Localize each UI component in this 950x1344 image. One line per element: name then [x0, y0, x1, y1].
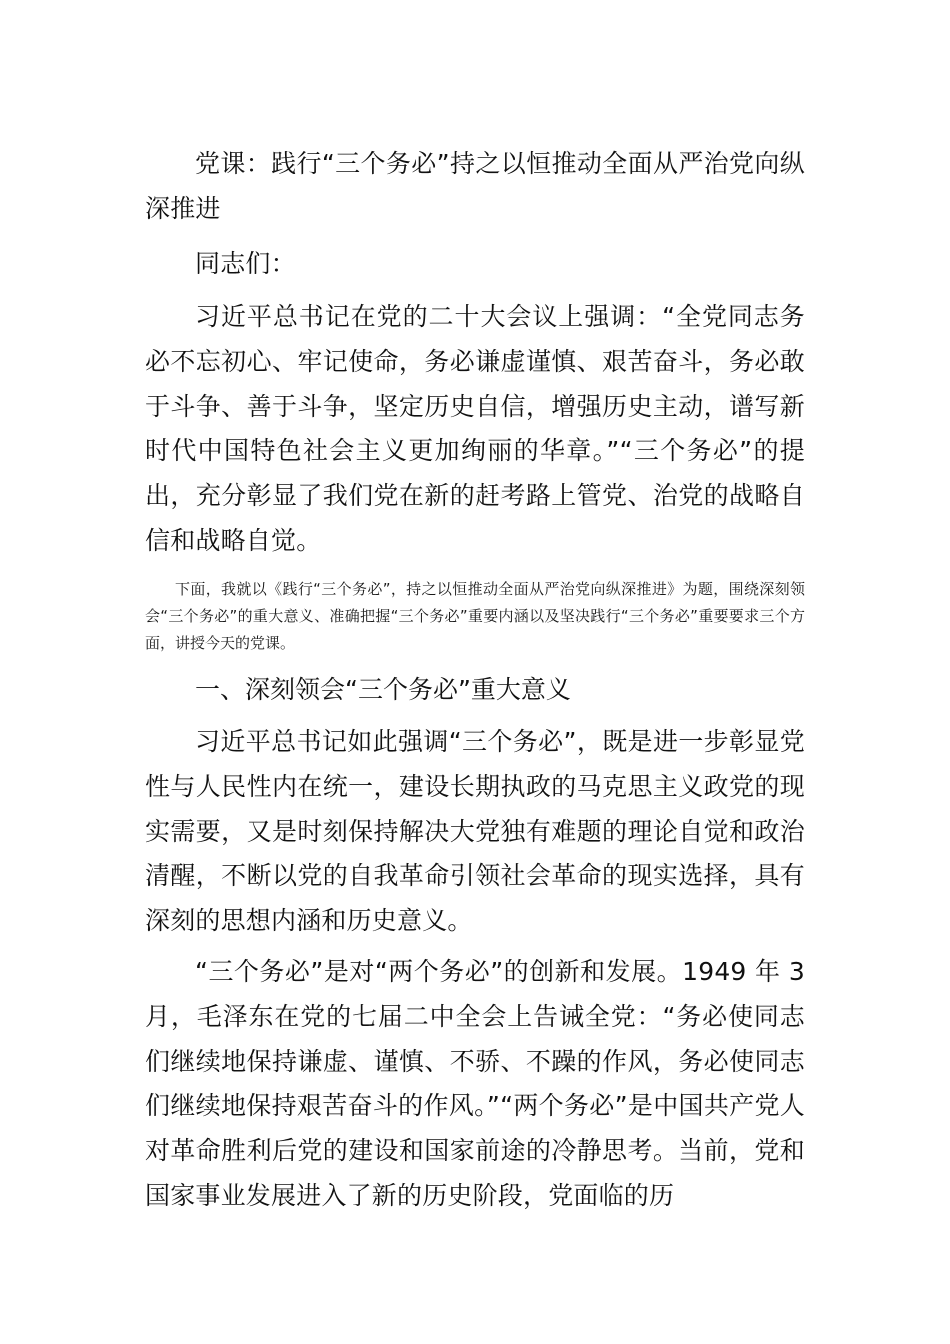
paragraph-1: 习近平总书记在党的二十大会议上强调：“全党同志务必不忘初心、牢记使命，务必谦虚谨慎、艰苦奋斗，务必敢于斗争、善于斗争，坚定历史自信，增强历史主动，谱写新时代中国特色社会主义更加绚丽的华章。”“三个务必”的提出，充分彰显了我们党在新的赶考路上管党、治党的战略自信和战略自觉。	[145, 302, 805, 555]
paragraph-3: 习近平总书记如此强调“三个务必”，既是进一步彰显党性与人民性内在统一，建设长期执政的马克思主义政党的现实需要，又是时刻保持解决大党独有难题的理论自觉和政治清醒，不断以党的自我革命引领社会革命的现实选择，具有深刻的思想内涵和历史意义。	[145, 727, 805, 936]
document-title: 党课：践行“三个务必”持之以恒推动全面从严治党向纵深推进	[145, 149, 805, 223]
salutation: 同志们：	[195, 249, 296, 278]
paragraph-4: “三个务必”是对“两个务必”的创新和发展。1949 年 3 月，毛泽东在党的七届二中全会上告诫全党：“务必使同志们继续地保持谦虚、谨慎、不骄、不躁的作风，务必使同志们继续地保持艰苦奋斗的作风。”“两个务必”是中国共产党人对革命胜利后党的建设和国家前途的冷静思考。当前，党和国家事业发展进入了新的历史阶段，党面临的历	[145, 957, 805, 1210]
paragraph-2: 下面，我就以《践行“三个务必”，持之以恒推动全面从严治党向纵深推进》为题，围绕深刻领会“三个务必”的重大意义、准确把握“三个务必”重要内涵以及坚决践行“三个务必”重要要求三个方面，讲授今天的党课。	[145, 580, 805, 652]
section-heading-1: 一、深刻领会“三个务必”重大意义	[195, 675, 571, 704]
